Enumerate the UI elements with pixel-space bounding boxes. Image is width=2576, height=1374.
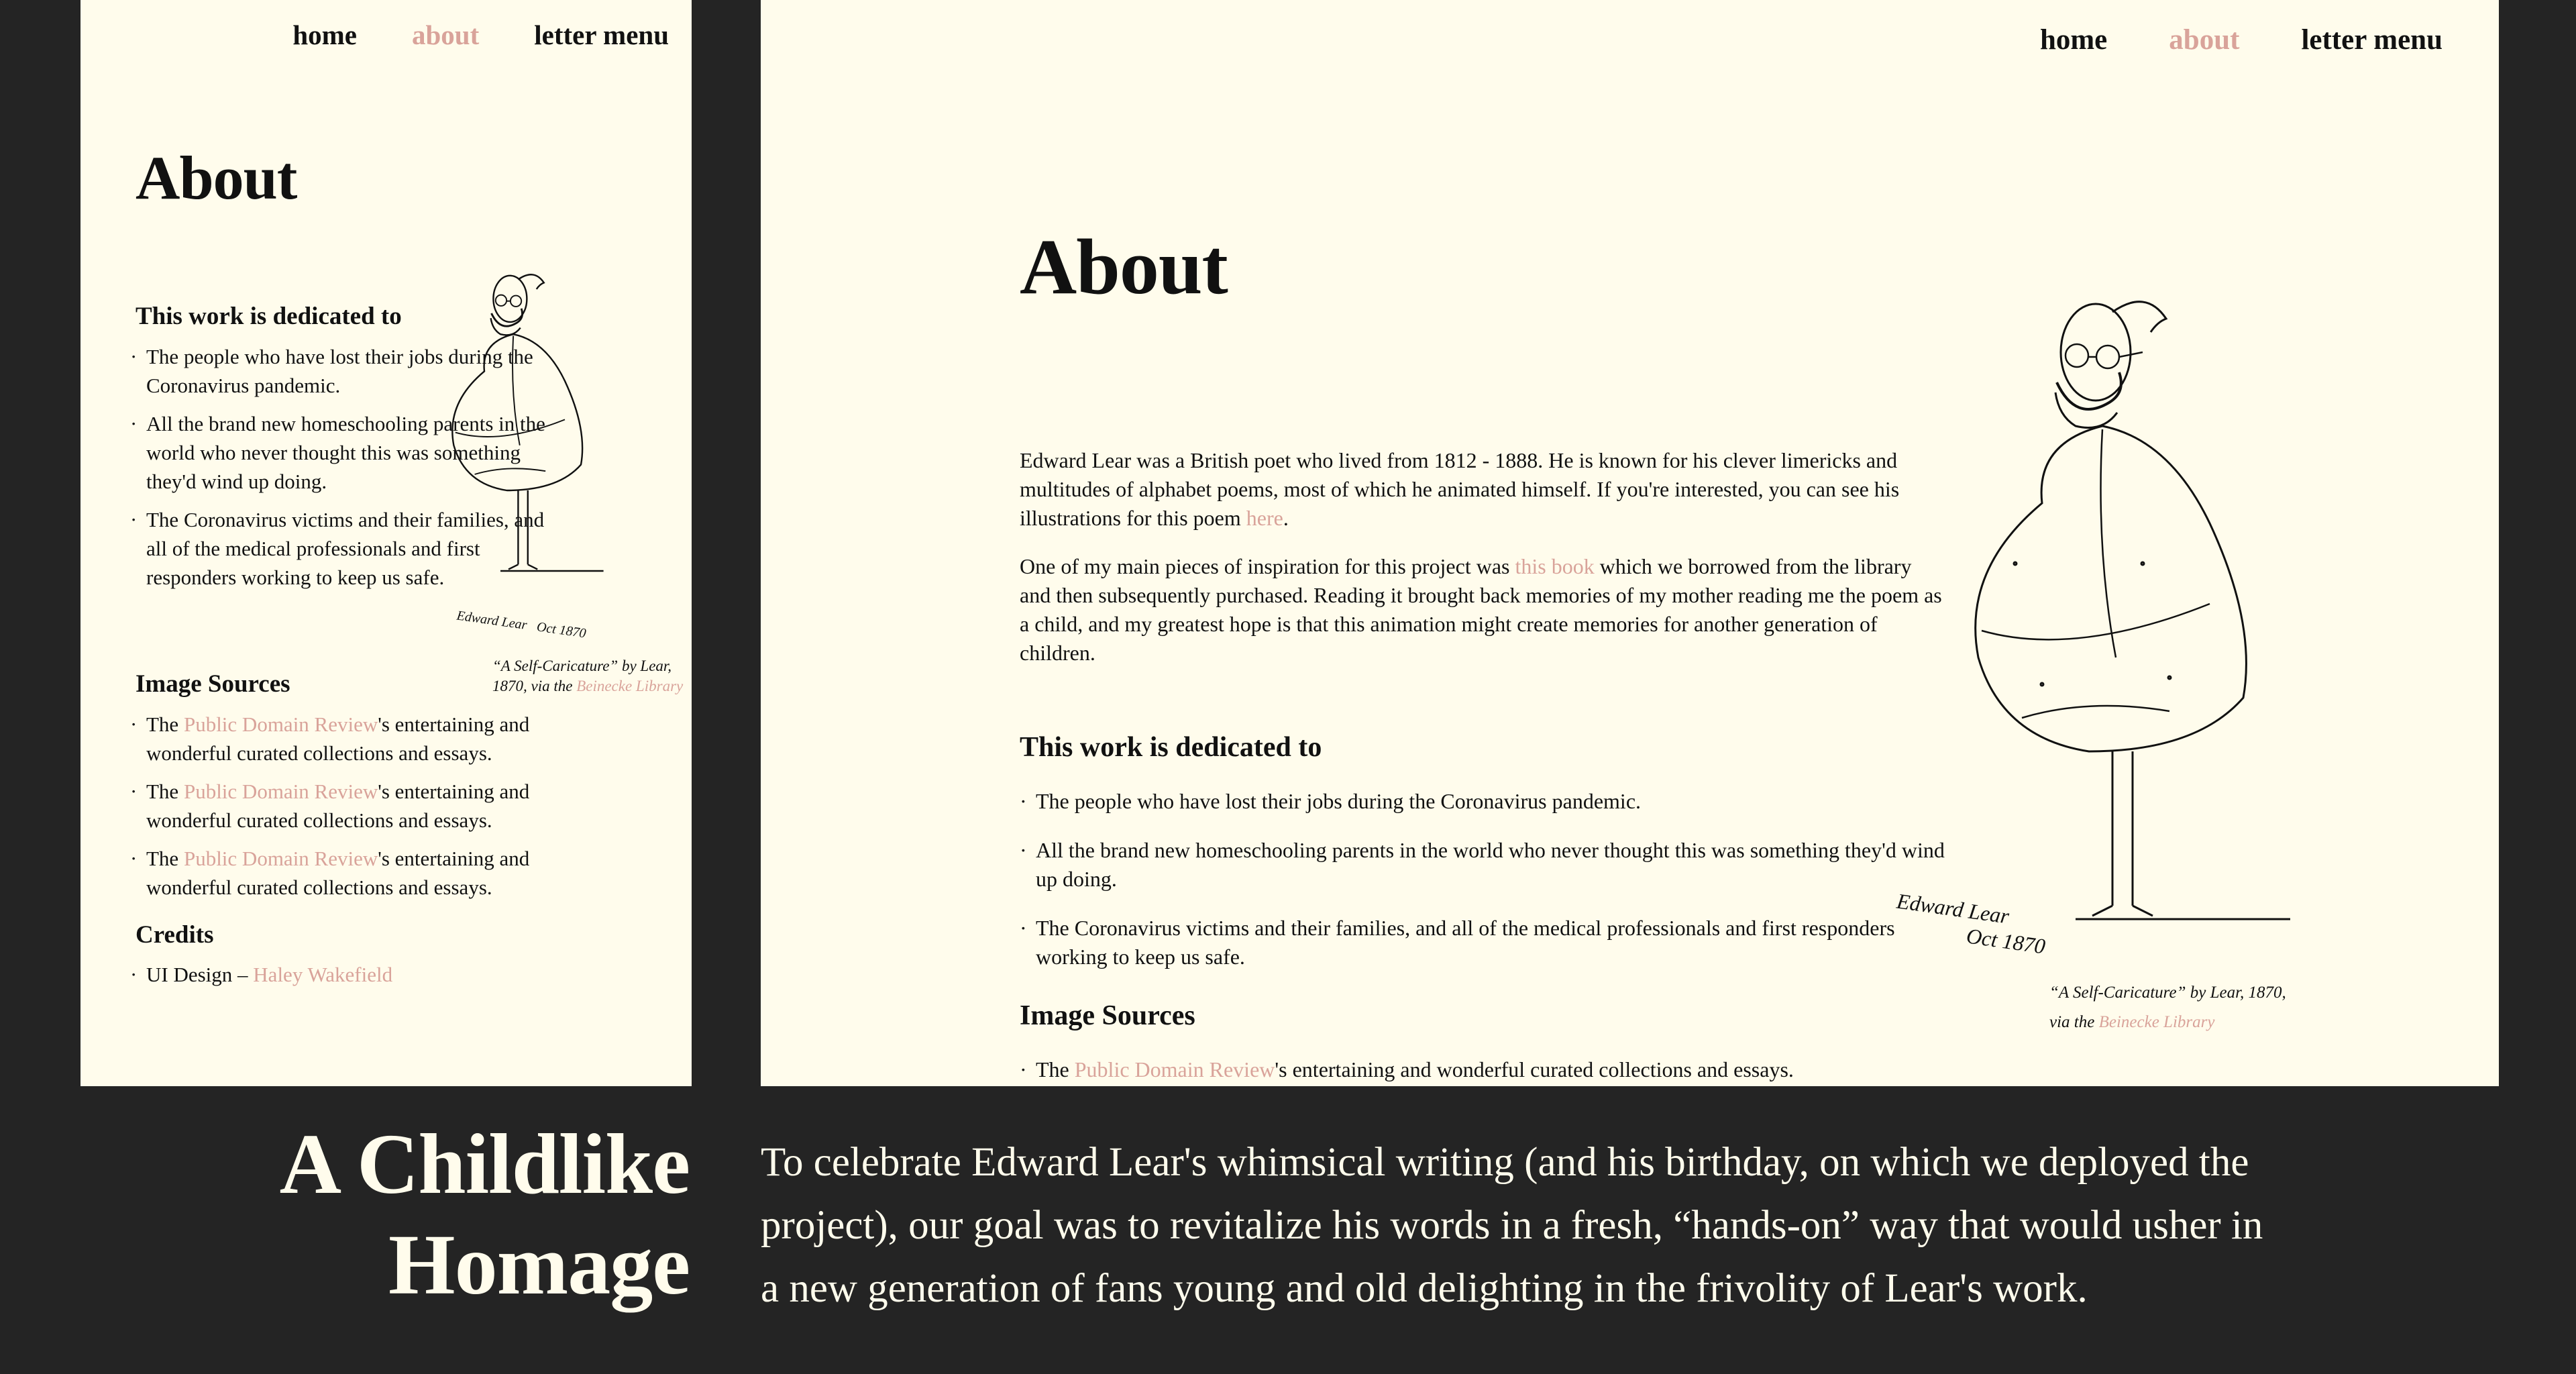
- designer-link[interactable]: Haley Wakefield: [253, 963, 393, 986]
- illustration-signature: Edward Lear Oct 1870: [455, 608, 587, 641]
- nav-home-link[interactable]: home: [292, 19, 357, 50]
- public-domain-review-link[interactable]: Public Domain Review: [183, 712, 378, 736]
- nav-about-link[interactable]: about: [411, 19, 480, 50]
- project-tagline-title: A Childlike Homage: [279, 1116, 690, 1312]
- list-item: · The Public Domain Review's entertaining and wonderful curated collections and essays.: [1036, 1055, 2042, 1084]
- list-item: · The Public Domain Review's entertaining and wonderful curated collections and essays.: [146, 777, 602, 835]
- mobile-nav: [292, 19, 669, 51]
- inspiration-book-link[interactable]: this book: [1515, 554, 1595, 578]
- page-title: About: [1020, 223, 1228, 311]
- list-item: · All the brand new homeschooling parents in the world who never thought this was something they'd wind up doing.: [146, 409, 562, 496]
- illustration-caption: “A Self-Caricature” by Lear, 1870, via the Beinecke Library: [2049, 984, 2286, 1031]
- nav-letter-menu-link[interactable]: letter menu: [534, 19, 669, 50]
- list-item: · The people who have lost their jobs during the Coronavirus pandemic.: [1036, 787, 1962, 816]
- credits-heading: Credits: [136, 921, 214, 949]
- dedicated-heading: This work is dedicated to: [1020, 732, 1322, 763]
- list-item: · UI Design – Haley Wakefield: [146, 960, 616, 989]
- dedicated-heading: This work is dedicated to: [136, 303, 402, 330]
- illustration-signature: Edward Lear Oct 1870: [1895, 888, 2047, 959]
- list-item: · All the brand new homeschooling parents in the world who never thought this was something they'd wind up doing.: [1036, 836, 1962, 894]
- intro-paragraph-2: One of my main pieces of inspiration for this project was this book which we borrowed from the library and then subsequently purchased. Reading it brought back memories of my mother reading me the poem as a child, and my greatest hope is that this animation might create memories for another generation of children.: [1020, 554, 1942, 665]
- illustration-caption: “A Self-Caricature” by Lear, 1870, via the Beinecke Library: [492, 657, 684, 694]
- public-domain-review-link[interactable]: Public Domain Review: [1074, 1057, 1275, 1081]
- beinecke-library-link[interactable]: Beinecke Library: [576, 678, 684, 694]
- nav-about-link[interactable]: about: [2169, 24, 2240, 56]
- nav-letter-menu-link[interactable]: letter menu: [2301, 24, 2443, 56]
- desktop-about-screen: [761, 0, 2499, 1086]
- list-item: · The Coronavirus victims and their families, and all of the medical professionals and first responders working to keep us safe.: [1036, 914, 1962, 971]
- list-item: · The Public Domain Review's entertaining and wonderful curated collections and essays.: [146, 710, 602, 768]
- image-sources-heading: Image Sources: [136, 670, 290, 698]
- mobile-about-screen: [80, 0, 692, 1086]
- image-sources-heading: Image Sources: [1020, 1000, 1195, 1031]
- poem-illustrations-link[interactable]: here: [1246, 506, 1283, 530]
- credits-list: [146, 960, 616, 998]
- lear-self-caricature-illustration: [436, 265, 657, 654]
- dedicated-list: [1036, 787, 1962, 992]
- beinecke-library-link[interactable]: Beinecke Library: [2098, 1013, 2215, 1031]
- list-item: · The people who have lost their jobs during the Coronavirus pandemic.: [146, 342, 562, 400]
- list-item: · The Public Domain Review's entertaining and wonderful curated collections and essays.: [146, 844, 602, 902]
- desktop-nav: [2040, 23, 2443, 56]
- intro-paragraph-1: Edward Lear was a British poet who lived from 1812 - 1888. He is known for his clever limericks and multitudes of alphabet poems, most of which he animated himself. If you're interested, you can see his illustrations for this poem here.: [1020, 448, 1900, 530]
- image-sources-list: [1036, 1055, 2042, 1086]
- public-domain-review-link[interactable]: Public Domain Review: [183, 780, 378, 803]
- project-description: To celebrate Edward Lear's whimsical writing (and his birthday, on which we deployed the project), our goal was to revitalize his words in a fresh, “hands-on” way that would usher in a new generation of fans young and old delighting in the frivolity of Lear's work.: [761, 1140, 2263, 1311]
- nav-home-link[interactable]: home: [2039, 24, 2108, 56]
- lear-self-caricature-illustration: [1941, 282, 2411, 959]
- image-sources-list: [146, 710, 602, 911]
- public-domain-review-link[interactable]: Public Domain Review: [183, 847, 378, 870]
- page-title: About: [136, 144, 297, 212]
- list-item: · The Coronavirus victims and their families, and all of the medical professionals and first responders working to keep us safe.: [146, 505, 562, 592]
